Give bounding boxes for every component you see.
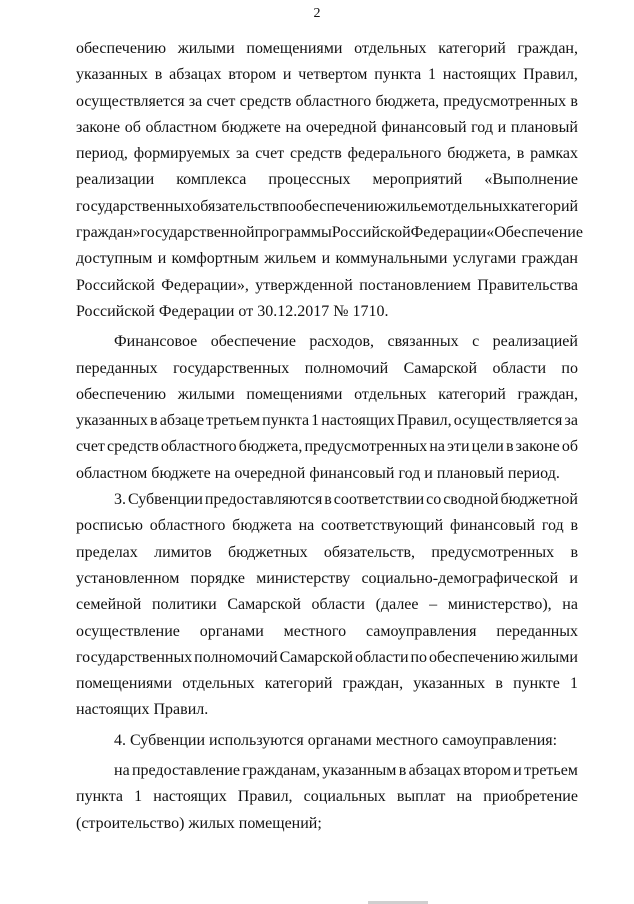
text-line (76, 356, 578, 382)
text-line (76, 273, 578, 299)
word: министерству (256, 569, 351, 587)
word: Федерации», (161, 276, 249, 294)
text-line: областном бюджете на очередной финансовый год и плановый период. (76, 464, 560, 482)
word: и (282, 66, 292, 84)
word: Самарской (227, 596, 301, 614)
word: указанных (76, 66, 148, 84)
word: обеспечение (210, 333, 296, 351)
word: государственных (173, 359, 290, 377)
paragraph-1 (76, 36, 583, 325)
word: финансовый (381, 118, 467, 136)
word: настоящих (153, 788, 227, 806)
word: предоставляются (204, 491, 323, 509)
word: социальных (303, 788, 386, 806)
word: средств (107, 438, 159, 456)
word: приобретение (483, 788, 578, 806)
word: год (471, 118, 493, 136)
word: абзацах (169, 66, 222, 84)
word: помещениями (246, 385, 343, 403)
word: Субвенции (127, 491, 203, 509)
word: политики (151, 596, 217, 614)
word: соответствующий (321, 517, 444, 535)
word: 1 (570, 675, 578, 693)
text-line (76, 246, 578, 272)
word: граждан, (342, 675, 404, 693)
word: 1 (134, 788, 143, 806)
text-line (76, 784, 578, 810)
word: порядке (190, 569, 246, 587)
text-line (76, 62, 578, 88)
word: третьем (206, 412, 260, 430)
word: на (562, 596, 578, 614)
word: гражданам, (242, 762, 321, 780)
word: отдельных (354, 385, 427, 403)
word: обязательств (192, 197, 280, 215)
word: семейной (76, 596, 142, 614)
word: осуществление (76, 622, 180, 640)
word: связанных (387, 333, 459, 351)
word: государственных (76, 648, 193, 666)
word: граждан» (76, 224, 141, 242)
word: реализацией (492, 333, 578, 351)
text-line (76, 487, 578, 513)
word: коммунальными (335, 250, 448, 268)
word: области (492, 359, 546, 377)
word: местного (283, 622, 347, 640)
word: самоуправления (365, 622, 477, 640)
word: указанных (413, 675, 486, 693)
word: формируемых (133, 145, 231, 163)
word: обеспечению (76, 385, 167, 403)
word: плановый (510, 118, 578, 136)
word: абзацах (408, 762, 461, 780)
word: обеспечению (76, 40, 167, 57)
word: переданных (496, 622, 578, 640)
word: в (398, 762, 407, 780)
word: цели (471, 438, 504, 456)
word: государственной (140, 224, 255, 242)
text-line (76, 220, 583, 246)
paragraph-2 (76, 329, 578, 487)
word: программы (254, 224, 332, 242)
text-line (76, 758, 578, 784)
word: с (472, 333, 480, 351)
word: бюджетных (227, 543, 308, 561)
text-line: Российской Федерации от 30.12.2017 № 1710. (76, 302, 389, 320)
word: полномочий (304, 359, 389, 377)
word: лимитов (154, 543, 212, 561)
word: втором (228, 66, 277, 84)
word: федерального (347, 145, 442, 163)
word: средств (290, 145, 342, 163)
word: области (311, 596, 365, 614)
word: пункта (262, 412, 310, 430)
word: пределах (76, 543, 138, 561)
word: категорий (438, 40, 506, 57)
word: за (188, 92, 203, 110)
word: указанных (76, 412, 148, 430)
word: предусмотренных (304, 438, 428, 456)
word: об (124, 118, 141, 136)
text-line (76, 141, 578, 167)
word: и (497, 118, 507, 136)
word: средств (239, 92, 292, 110)
word: третьем (524, 762, 578, 780)
word: счет (206, 92, 236, 110)
word: со (426, 491, 442, 509)
page-number: 2 (313, 6, 321, 21)
word: комфортным (171, 250, 259, 268)
word: категорий (510, 197, 579, 215)
paragraph-4 (76, 728, 578, 754)
word: министерство), (447, 596, 552, 614)
word: в (150, 412, 158, 430)
word: по (410, 648, 428, 666)
word: пункте (513, 675, 560, 693)
word: 1 (428, 66, 437, 84)
word: области (355, 648, 409, 666)
word: помещениями (246, 40, 343, 57)
word: Правил, (523, 66, 578, 84)
word: установленном (76, 569, 180, 587)
word: обеспечению (428, 648, 519, 666)
word: бюджета, (375, 92, 440, 110)
word: в (154, 66, 163, 84)
word: осуществляется (453, 412, 563, 430)
word: обеспечению (295, 197, 386, 215)
word: социально-демографической (361, 569, 559, 587)
word: в (570, 543, 578, 561)
text-line (76, 36, 578, 62)
word: Российской (76, 276, 155, 294)
word: и (513, 762, 522, 780)
word: отдельных (182, 675, 255, 693)
word: доступным (76, 250, 153, 268)
word: мероприятий (372, 171, 463, 189)
word: эти (447, 438, 470, 456)
word: абзаце (159, 412, 205, 430)
word: 3. (114, 491, 126, 509)
word: росписью (76, 517, 143, 535)
word: жилыми (177, 40, 235, 57)
word: граждан (521, 250, 578, 268)
word: рамках (530, 145, 578, 163)
word: соответствии (333, 491, 425, 509)
word: процессных (268, 171, 351, 189)
word: очередной (305, 118, 377, 136)
text-line (76, 671, 578, 697)
word: утвержденной (255, 276, 353, 294)
word: настоящих (442, 66, 517, 84)
word: законе (515, 438, 560, 456)
text-line (76, 645, 578, 671)
word: в (516, 145, 525, 163)
word: бюджетной (500, 491, 578, 509)
word: четвертом (298, 66, 368, 84)
word: реализации (76, 171, 155, 189)
word: Правительства (477, 276, 578, 294)
word: Финансовое (114, 333, 198, 351)
word: по (561, 359, 578, 377)
text-line: настоящих Правил. (76, 701, 209, 719)
word: в (505, 438, 514, 456)
word: в (495, 675, 503, 693)
word: Российской (331, 224, 411, 242)
text-line (76, 408, 578, 434)
word: государственных (76, 197, 193, 215)
word: период, (76, 145, 128, 163)
word: законе (76, 118, 121, 136)
text-line: 4. Субвенции используются органами местного самоуправления: (114, 731, 558, 749)
word: органами (199, 622, 264, 640)
word: настоящих (321, 412, 395, 430)
text-line (76, 566, 578, 592)
word: предоставление (131, 762, 241, 780)
word: услугами (452, 250, 517, 268)
word: (далее (375, 596, 419, 614)
word: по (279, 197, 296, 215)
word: бюджета, (447, 145, 511, 163)
word: бюджета, (238, 438, 303, 456)
word: помещениями (76, 675, 173, 693)
word: в (570, 517, 578, 535)
word: и (321, 250, 331, 268)
word: жилыми (520, 648, 578, 666)
paragraph-5 (76, 758, 578, 837)
text-line (76, 167, 578, 193)
word: в (570, 92, 578, 110)
word: указанным (322, 762, 397, 780)
text-line (76, 434, 578, 460)
word: областного (295, 92, 372, 110)
word: Самарской (279, 648, 354, 666)
word: год (541, 517, 564, 535)
word: «Обеспечение (486, 224, 583, 242)
text-line (76, 540, 578, 566)
word: категорий (438, 385, 506, 403)
word: на (429, 438, 446, 456)
document-body (76, 36, 583, 837)
word: полномочий (194, 648, 278, 666)
word: переданных (76, 359, 158, 377)
word: сводной (443, 491, 499, 509)
text-line (76, 194, 578, 220)
word: финансовый (449, 517, 536, 535)
word: отдельных (438, 197, 511, 215)
word: на (298, 517, 315, 535)
word: категорий (264, 675, 333, 693)
word: расходов, (309, 333, 375, 351)
word: в (324, 491, 332, 509)
text-line (76, 89, 578, 115)
word: граждан, (517, 385, 578, 403)
word: счет (255, 145, 285, 163)
word: Федерации (410, 224, 487, 242)
word: жилыми (177, 385, 235, 403)
word: на (456, 788, 473, 806)
word: постановлением (359, 276, 471, 294)
word: областного (149, 517, 226, 535)
word: пункта (374, 66, 422, 84)
word: жильем (385, 197, 439, 215)
word: Правил, (396, 412, 452, 430)
word: областном (145, 118, 217, 136)
word: жильем (264, 250, 317, 268)
paragraph-3 (76, 487, 578, 724)
text-line (76, 382, 578, 408)
word: и (569, 569, 578, 587)
text-line (76, 115, 578, 141)
word: – (429, 596, 438, 614)
word: Правил, (237, 788, 293, 806)
word: «Выполнение (484, 171, 578, 189)
text-line (76, 329, 578, 355)
word: 1 (311, 412, 320, 430)
word: областного (160, 438, 237, 456)
text-line (76, 592, 578, 618)
word: предусмотренных (431, 543, 555, 561)
word: счет (76, 438, 105, 456)
text-line (76, 619, 578, 645)
word: об (561, 438, 578, 456)
word: за (235, 145, 250, 163)
word: граждан, (517, 40, 578, 57)
word: выплат (396, 788, 446, 806)
word: комплекса (176, 171, 247, 189)
word: на (285, 118, 302, 136)
word: за (564, 412, 578, 430)
text-line: (строительство) жилых помещений; (76, 814, 322, 832)
word: обязательств, (323, 543, 416, 561)
word: бюджета (232, 517, 292, 535)
word: Самарской (403, 359, 478, 377)
word: втором (463, 762, 511, 780)
word: предусмотренных (443, 92, 567, 110)
text-line (76, 513, 578, 539)
word: и (157, 250, 167, 268)
word: пункта (76, 788, 123, 806)
word: отдельных (354, 40, 427, 57)
word: осуществляется (76, 92, 185, 110)
word: на (114, 762, 130, 780)
word: бюджете (221, 118, 281, 136)
